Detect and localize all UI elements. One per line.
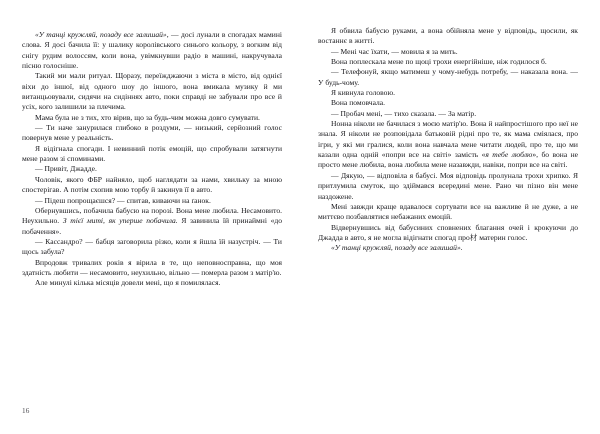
right-page-textblock — [318, 26, 578, 254]
paragraph — [22, 71, 282, 112]
paragraph — [22, 175, 282, 196]
paragraph — [318, 202, 578, 223]
text-run: — Мені час їхати, — мовила я за мить. — [331, 46, 458, 56]
text-run: Я обвила бабусю руками, а вона обійняла мене у відповідь, щосили, як востаннє в житті. — [318, 26, 578, 46]
paragraph — [318, 223, 578, 244]
italic-run: З тієї миті, як уперше побачила. — [62, 216, 178, 226]
italic-run: я тебе люблю — [485, 150, 533, 160]
paragraph — [22, 278, 282, 288]
text-run: Впродовж тривалих років я вірила в те, що неповносправна, що моя здатність любити — несамовито, неухильно, вільно — померла разом з матір'ю. — [22, 257, 282, 277]
paragraph — [22, 237, 282, 258]
italic-run: «У танці кружляй, позаду все залишай» — [35, 30, 167, 39]
text-run: — Ти наче занурилася глибоко в роздуми, — низький, серйозний голос повернув мене у реальність. — [22, 123, 282, 143]
paragraph — [318, 109, 578, 119]
paragraph — [22, 113, 282, 123]
text-run: — Кассандро? — бабця заговорила різко, коли я йшла їй назустріч. — Ти щось забула? — [22, 236, 282, 257]
paragraph — [318, 57, 578, 67]
paragraph — [22, 164, 282, 174]
text-run: — Пробач мені, — тихо сказала. — За матір. — [331, 108, 477, 118]
text-run: , — досі лунали в спогадах мамині слова. Я досі бачила її: у шалику королівського синього кольору, з вогким від снігу рудим волоссям, коли вона, увімкнувши радіо в машині, накручувала пісню голосніше. — [22, 30, 282, 71]
left-page-textblock — [22, 30, 282, 289]
italic-run: «У танці кружляй, позаду все залишай». — [331, 243, 463, 253]
page-right — [300, 0, 600, 434]
paragraph — [22, 206, 282, 237]
paragraph — [318, 88, 578, 98]
paragraph — [318, 47, 578, 57]
text-run: », бо вона не просто мене любила, вона любила мене назавжди, навіки, попри все на світі. — [318, 150, 578, 170]
paragraph — [318, 98, 578, 108]
text-run: Чоловік, якого ФБР найняло, щоб наглядати за нами, хвильку за мною спостерігав. А потім схопив мою торбу й закинув її в авто. — [22, 174, 282, 195]
text-run: Я кивнула головою. — [331, 88, 395, 98]
text-run: Мама була не з тих, хто вірив, що за будь-чим можна довго сумувати. — [35, 112, 260, 122]
paragraph — [22, 196, 282, 206]
paragraph — [318, 67, 578, 88]
text-run: Я завинила їй принаймні «до побачення». — [22, 216, 283, 236]
text-run: Відвернувшись від бабусиних сповнених благання очей і крокуючи до Джадда в авто, я не могла відігнати спогад про材 материн голос. — [318, 222, 578, 242]
text-run: Такий ми мали ритуал. Щоразу, переїжджаючи з міста в місто, від однієї віхи до іншої, від одного шоу до іншого, вона вмикала музику й ми витанцьовували, сидячи на сидіннях авто, поки справді не забували про все й усіх, кого залишили за плечима. — [22, 71, 282, 112]
text-run: Я відігнала спогади. І невинний потік емоцій, що спробували затягнути мене разом зі споминами. — [22, 143, 282, 164]
paragraph — [22, 123, 282, 144]
paragraph — [22, 144, 282, 165]
text-run: Нонна ніколи не бачилася з моєю матір'ю. Вона й найпростішого про неї не знала. Я ніколи не розповідала батьковій рідні про те, як мама сміялася, про ігри, у які ми гралися, коли вона навчала мене читати людей, про те, що ми казали одна одній «попри все на світі» замість « — [318, 119, 578, 160]
paragraph — [318, 26, 578, 47]
text-run: — Привіт, Джадде. — [35, 164, 97, 174]
text-run: Мені завжди краще вдавалося сортувати все на важливе й не дуже, а не миттєво позбавлятися небажаних емоцій. — [318, 201, 578, 222]
paragraph — [22, 258, 282, 279]
text-run: Але минулі кілька місяців довели мені, що я помилялася. — [35, 278, 221, 288]
page-number-left: 16 — [22, 406, 30, 415]
text-run: — Дякую, — відповіла я бабусі. Моя відповідь пролунала трохи хрипко. Я притлумила смуток, що здіймався всередині мене. Рано чи пізно він мене наздожене. — [318, 170, 578, 201]
paragraph — [318, 243, 578, 253]
text-run: Вона поплескала мене по щоці трохи енергійніше, ніж годилося б. — [331, 57, 547, 67]
paragraph — [22, 30, 282, 71]
text-run: Вона помовчала. — [331, 98, 386, 108]
text-run: — Телефонуй, якщо матимеш у чому-небудь потребу, — наказала вона. — У будь-чому. — [318, 67, 578, 87]
paragraph — [318, 171, 578, 202]
text-run: — Підеш попрощаєшся? — спитав, киваючи на ґанок. — [35, 195, 211, 205]
paragraph — [318, 119, 578, 171]
text-run: Обернувшись, побачила бабусю на порозі. Вона мене любила. Несамовито. Неухильно. — [22, 205, 282, 226]
